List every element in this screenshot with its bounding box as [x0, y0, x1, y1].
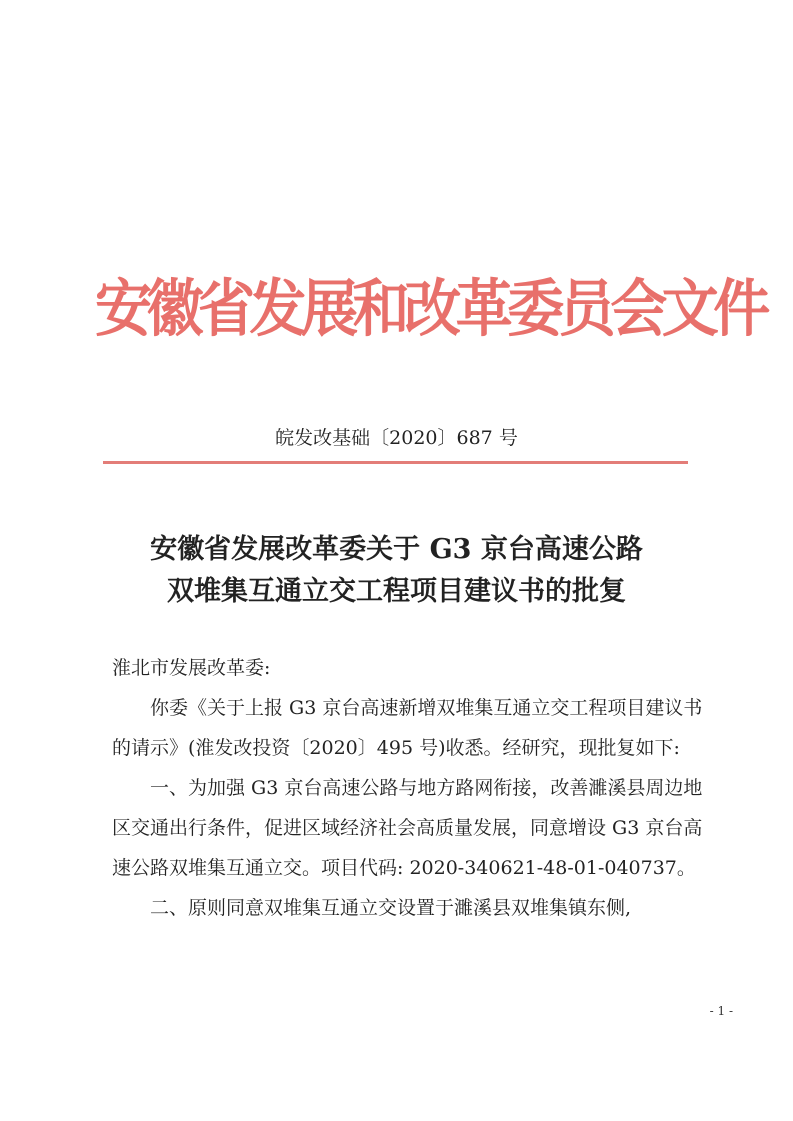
page-number: - 1 -	[709, 1004, 733, 1018]
red-divider-line	[103, 461, 688, 464]
paragraph-3: 二、原则同意双堆集互通立交设置于濉溪县双堆集镇东侧,	[150, 897, 632, 919]
salutation: 淮北市发展改革委:	[112, 657, 271, 679]
document-number: 皖发改基础〔2020〕687 号	[275, 427, 518, 449]
title-line-1: 安徽省发展改革委关于 G3 京台高速公路	[150, 534, 643, 565]
paragraph-2: 一、为加强 G3 京台高速公路与地方路网衔接，改善濉溪县周边地区交通出行条件，促进区域经济社会高质量发展，同意增设 G3 京台高速公路双堆集互通立交。项目代码: 2020-340621-48-01-040737。	[112, 777, 703, 879]
issuing-authority-header: 安徽省发展和改革委员会文件	[95, 272, 765, 345]
document-body	[112, 648, 712, 928]
paragraph-1: 你委《关于上报 G3 京台高速新增双堆集互通立交工程项目建议书的请示》(淮发改投资〔2020〕495 号)收悉。经研究，现批复如下:	[112, 697, 703, 759]
document-title	[0, 529, 793, 613]
title-line-2: 双堆集互通立交工程项目建议书的批复	[167, 576, 626, 607]
